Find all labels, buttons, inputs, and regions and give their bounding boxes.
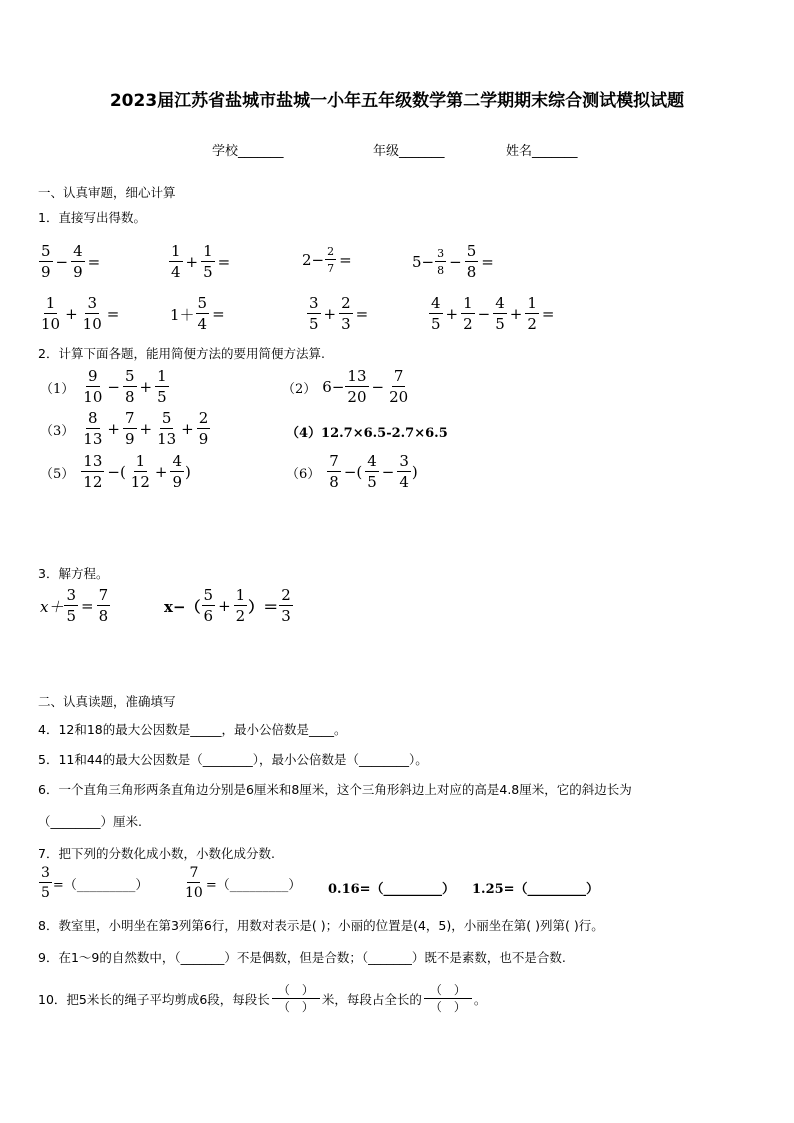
q3-item-a: x＋ $\frac{3}{5}$ = $\frac{7}{8}$: [40, 586, 109, 625]
name-field: [506, 140, 578, 159]
q2-item-3: （3） 8 13 + $\frac{7}{9}$ + $\frac{5}{13}$ + $\frac{2}{9}$: [40, 409, 209, 448]
q2-item-6: （6） 7 8 −( 4 5 − $\frac{3}{4}$ ): [286, 452, 418, 491]
answer-fraction-box[interactable]: （ ） （ ）: [424, 982, 472, 1015]
q7-item-d: 1.25=（_________）: [472, 882, 600, 897]
q1-item-f: 1＋ $\frac{5}{4}$ =: [170, 294, 225, 333]
question-9: 9．在1～9的自然数中，（_______）不是偶数，但是合数；（_______）既不是素数，也不是合数.: [38, 950, 566, 965]
answer-fraction-box[interactable]: （ ） （ ）: [272, 982, 320, 1015]
question-7: 7．把下列的分数化成小数，小数化成分数.: [38, 846, 275, 861]
school-blank[interactable]: _______: [238, 144, 284, 159]
q2-item-4: （4）12.7×6.5-2.7×6.5: [286, 426, 448, 441]
question-10: 10．把5米长的绳子平均剪成6段，每段长 （ ） （ ） 米，每段占全长的 （ ） （ ） 。: [38, 983, 487, 1014]
q1-item-g: 3 5 + $\frac{2}{3}$ =: [309, 294, 369, 333]
q7-item-a: $\frac{3}{5}$ =（_________）: [41, 865, 149, 901]
q2-item-5: （5） 13 12 −( 1 12 + $\frac{4}{9}$ ): [40, 452, 191, 491]
q7-item-b: $\frac{7}{10}$ =（_________）: [185, 865, 302, 901]
q1-item-b: 1 4 + $\frac{1}{5}$ =: [171, 242, 231, 281]
grade-field: [373, 140, 445, 159]
question-6-line-2: （________）厘米.: [38, 814, 142, 829]
question-1: 1．直接写出得数。: [38, 210, 146, 225]
grade-label: 年级: [373, 144, 400, 159]
school-field: [212, 140, 284, 159]
q1-item-e: 1 10 + $\frac{3}{10}$ =: [41, 294, 120, 333]
name-label: 姓名: [506, 144, 533, 159]
question-8: 8．教室里，小明坐在第3列第6行，用数对表示是( )；小丽的位置是(4，5)，小丽坐在第( )列第( )行。: [38, 918, 604, 933]
q2-item-1: （1） 9 10 − $\frac{5}{8}$ + $\frac{1}{5}$: [40, 367, 167, 406]
q2-item-2: （2） 6− $\frac{13}{20}$ − $\frac{7}{20}$: [282, 367, 409, 406]
fraction: 5 9: [41, 242, 51, 281]
question-4: 4．12和18的最大公因数是_____，最小公倍数是____。: [38, 722, 347, 737]
name-blank[interactable]: _______: [532, 144, 578, 159]
q1-item-c: 2− $\frac{2}{7}$ =: [302, 245, 352, 275]
page-title: 2023届江苏省盐城市盐城一小年五年级数学第二学期期末综合测试模拟试题: [109, 91, 685, 111]
section-2-heading: 二、认真读题，准确填写: [38, 694, 176, 709]
school-label: 学校: [212, 144, 239, 159]
q1-item-d: 5− $\frac{3}{8}$ − $\frac{5}{8}$ =: [412, 242, 494, 281]
q7-item-c: 0.16=（_________）: [328, 882, 456, 897]
fraction: $\frac{4}{9}$: [73, 242, 83, 281]
q1-item-h: 4 5 + $\frac{1}{2}$ − $\frac{4}{5}$ + $\frac{1}{2}$ =: [431, 294, 555, 333]
question-3: 3．解方程。: [38, 566, 109, 581]
grade-blank[interactable]: _______: [399, 144, 445, 159]
question-6-line-1: 6．一个直角三角形两条直角边分别是6厘米和8厘米，这个三角形斜边上对应的高是4.8厘米，它的斜边长为: [38, 782, 632, 797]
section-1-heading: 一、认真审题，细心计算: [38, 185, 176, 200]
q1-item-a: 5 9 − $\frac{4}{9}$ =: [41, 242, 101, 281]
question-5: 5．11和44的最大公因数是（________），最小公倍数是（________）。: [38, 752, 428, 767]
question-2: 2．计算下面各题，能用简便方法的要用简便方法算.: [38, 346, 325, 361]
q3-item-b: x−（ 5 6 + $\frac{1}{2}$ ）＝ 2 3: [164, 586, 291, 625]
